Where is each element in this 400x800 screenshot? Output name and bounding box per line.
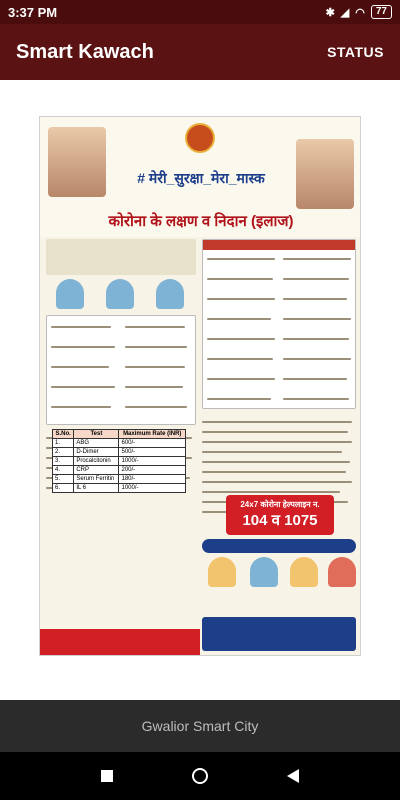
mask-banner [202,539,356,553]
battery-icon: 77 [371,5,392,19]
awareness-banner [202,617,356,651]
treatment-table-header [203,240,355,250]
government-logo [185,123,215,153]
table-row: 1. ABG 600/- [53,439,186,448]
table-row: 5. Serum Ferritin 180/- [53,475,186,484]
advisory-poster[interactable] [39,116,361,656]
person-figure-3 [156,279,184,309]
person-figure-1 [56,279,84,309]
table-row: 3. Procalcitonin 1000/- [53,457,186,466]
symptoms-table [46,315,196,425]
table-row: 2. D-Dimer 500/- [53,448,186,457]
test-rates-table [52,429,186,493]
bluetooth-icon: ✱ [325,6,335,19]
table-row: 4. CRP 200/- [53,466,186,475]
helpline-box[interactable] [226,495,334,535]
cellular-icon: ◢ [340,6,350,19]
mask-figure-2 [250,557,278,587]
app-bar [0,24,400,80]
back-triangle-icon [286,768,300,784]
wifi-icon: ◠ [355,6,365,19]
treatment-table [202,239,356,409]
main-content [0,80,400,700]
mask-figure-4 [328,557,356,587]
poster-bottom-band [40,629,200,656]
mask-figure-1 [208,557,236,587]
footer-text: Gwalior Smart City [141,718,259,734]
clock: 3:37 PM [8,4,58,20]
back-button[interactable] [282,765,304,787]
mask-figure-3 [290,557,318,587]
footer [0,700,400,752]
col-sno: S.No. [53,430,74,439]
home-button[interactable] [189,765,211,787]
home-circle-icon [191,767,209,785]
col-rate: Maximum Rate (INR) [119,430,186,439]
helpline-label: 24x7 कोरोना हेल्पलाइन न. [240,500,320,509]
recents-button[interactable] [96,765,118,787]
helpline-numbers: 104 व 1075 [242,512,318,529]
square-icon [100,769,114,783]
table-row: 6. IL 6 1000/- [53,484,186,493]
col-test: Test [74,430,119,439]
person-figure-2 [106,279,134,309]
symptoms-block [46,239,196,275]
status-button[interactable]: STATUS [327,44,384,60]
poster-headline: कोरोना के लक्षण व निदान (इलाज) [108,213,294,230]
poster-hashtag: # मेरी_सुरक्षा_मेरा_मास्क [137,170,265,186]
app-title: Smart Kawach [16,40,154,63]
status-icons [326,5,392,19]
status-bar [0,0,400,24]
system-navbar [0,752,400,800]
